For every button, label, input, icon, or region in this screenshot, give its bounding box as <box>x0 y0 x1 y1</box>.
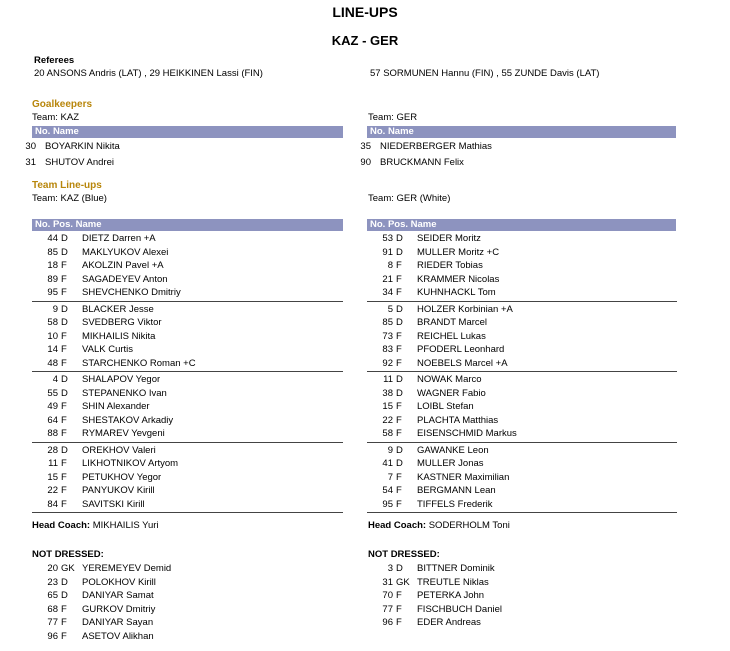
player-number: 89 <box>47 273 58 285</box>
goalkeeper-row <box>358 155 678 171</box>
player-row <box>32 616 343 630</box>
player-row <box>367 471 677 485</box>
player-name: MULLER Jonas <box>417 458 484 469</box>
referees-left: 20 ANSONS Andris (LAT) , 29 HEIKKINEN Lassi (FIN) <box>34 68 263 79</box>
player-position: F <box>396 428 402 439</box>
player-number: 65 <box>47 590 58 601</box>
player-row <box>32 357 343 371</box>
gk-header-left: No. Name <box>32 126 343 138</box>
player-name: SAGADEYEV Anton <box>82 273 168 285</box>
not-dressed-label-right: NOT DRESSED: <box>368 549 440 560</box>
player-name: REICHEL Lukas <box>417 330 486 342</box>
player-name: SHUTOV Andrei <box>45 157 114 168</box>
player-position: F <box>396 414 402 426</box>
player-row <box>32 400 343 414</box>
player-number: 85 <box>382 317 393 328</box>
coach-right-label: Head Coach: <box>368 520 427 531</box>
not-dressed-list-right <box>367 562 677 630</box>
match-title: KAZ - GER <box>331 33 399 48</box>
player-position: D <box>61 444 68 456</box>
player-row <box>32 259 343 273</box>
player-row <box>367 387 677 401</box>
player-row <box>32 273 343 287</box>
player-position: GK <box>396 576 410 588</box>
player-name: MAKLYUKOV Alexei <box>82 246 169 258</box>
player-position: F <box>396 485 402 496</box>
player-row <box>367 484 677 498</box>
player-position: D <box>396 444 403 456</box>
player-name: SHESTAKOV Arkadiy <box>82 414 174 426</box>
player-position: F <box>396 344 402 355</box>
player-number: 20 <box>47 563 58 574</box>
player-name: NIEDERBERGER Mathias <box>380 141 492 152</box>
player-name: NOEBELS Marcel +A <box>417 357 508 369</box>
player-number: 58 <box>382 428 393 439</box>
player-name: PLACHTA Matthias <box>417 414 499 426</box>
referees-right: 57 SORMUNEN Hannu (FIN) , 55 ZUNDE Davis (LAT) <box>370 68 600 79</box>
lineup-team-left-name: KAZ (Blue) <box>60 193 107 204</box>
player-row <box>367 457 677 471</box>
player-row <box>32 414 343 428</box>
player-row <box>32 246 343 260</box>
player-name: MULLER Moritz +C <box>417 246 500 258</box>
player-name: DIETZ Darren +A <box>82 233 156 244</box>
player-number: 88 <box>47 428 58 439</box>
player-position: F <box>61 401 67 412</box>
player-number: 34 <box>382 287 393 298</box>
player-name: PETUKHOV Yegor <box>82 471 162 483</box>
player-number: 21 <box>382 273 393 285</box>
player-position: F <box>61 287 67 298</box>
coach-right-name: SODERHOLM Toni <box>428 520 510 531</box>
player-position: F <box>61 458 67 469</box>
player-number: 85 <box>47 246 58 258</box>
player-number: 22 <box>382 414 393 426</box>
player-position: D <box>396 374 403 385</box>
player-row <box>32 286 343 300</box>
line-separator <box>32 301 343 302</box>
player-name: BLACKER Jesse <box>82 303 154 315</box>
player-number: 77 <box>47 617 58 628</box>
player-row <box>367 343 677 357</box>
player-number: 83 <box>382 344 393 355</box>
line-separator <box>367 371 677 372</box>
player-position: F <box>61 273 67 285</box>
gk-team-right <box>368 112 417 123</box>
player-row <box>32 576 343 590</box>
player-position: F <box>61 330 67 342</box>
player-position: D <box>396 317 403 328</box>
player-name: BRUCKMANN Felix <box>380 157 464 168</box>
player-row <box>367 616 677 630</box>
player-number: 44 <box>47 233 58 244</box>
player-name: BRANDT Marcel <box>417 317 488 328</box>
player-number: 54 <box>382 485 393 496</box>
player-number: 35 <box>360 141 371 152</box>
page-title: LINE-UPS <box>332 4 398 20</box>
player-position: F <box>396 471 402 483</box>
player-number: 8 <box>387 260 393 271</box>
lineup-team-left <box>32 193 107 204</box>
lineup-team-right <box>368 193 450 204</box>
player-number: 55 <box>47 387 58 399</box>
player-number: 23 <box>47 576 58 588</box>
player-name: KRAMMER Nicolas <box>417 273 500 285</box>
player-row <box>367 303 677 317</box>
lineup-team-left-label: Team: <box>32 193 58 204</box>
lineup-team-right-label: Team: <box>368 193 394 204</box>
player-position: F <box>61 471 67 483</box>
player-position: F <box>61 485 67 496</box>
player-name: PANYUKOV Kirill <box>82 485 155 496</box>
player-position: D <box>396 246 403 258</box>
player-name: SHEVCHENKO Dmitriy <box>82 287 181 298</box>
player-number: 49 <box>47 401 58 412</box>
player-number: 3 <box>387 563 393 574</box>
player-name: SAVITSKI Kirill <box>82 498 145 510</box>
player-position: F <box>396 357 402 369</box>
player-position: F <box>61 414 67 426</box>
gk-team-right-label: Team: <box>368 112 394 123</box>
player-number: 15 <box>382 401 393 412</box>
player-position: F <box>61 428 67 439</box>
player-position: F <box>61 603 67 615</box>
player-number: 7 <box>387 471 393 483</box>
player-name: DANIYAR Sayan <box>82 617 154 628</box>
line-separator <box>367 442 677 443</box>
player-name: AKOLZIN Pavel +A <box>82 260 164 271</box>
player-row <box>32 343 343 357</box>
player-number: 22 <box>47 485 58 496</box>
not-dressed-label-left: NOT DRESSED: <box>32 549 104 560</box>
player-position: F <box>61 498 67 510</box>
lineup-header-left: No. Pos. Name <box>32 219 343 231</box>
player-row <box>367 589 677 603</box>
not-dressed-list-left <box>32 562 343 643</box>
line-separator <box>367 512 677 513</box>
player-name: ASETOV Alikhan <box>82 630 154 642</box>
player-row <box>32 444 343 458</box>
player-name: SHIN Alexander <box>82 401 150 412</box>
player-row <box>32 330 343 344</box>
player-number: 15 <box>47 471 58 483</box>
player-position: D <box>396 233 403 244</box>
player-position: D <box>61 576 68 588</box>
lineup-list-left <box>32 232 343 514</box>
player-number: 70 <box>382 590 393 601</box>
player-position: D <box>396 303 403 315</box>
player-row <box>367 498 677 512</box>
player-row <box>32 427 343 441</box>
player-row <box>32 484 343 498</box>
player-number: 38 <box>382 387 393 399</box>
player-number: 92 <box>382 357 393 369</box>
player-number: 30 <box>25 141 36 152</box>
player-number: 90 <box>360 157 371 168</box>
player-name: PETERKA John <box>417 590 485 601</box>
player-row <box>32 498 343 512</box>
player-position: F <box>61 617 67 628</box>
player-number: 95 <box>382 498 393 510</box>
player-number: 73 <box>382 330 393 342</box>
player-name: SEIDER Moritz <box>417 233 481 244</box>
player-position: D <box>61 590 68 601</box>
player-row <box>367 357 677 371</box>
player-name: POLOKHOV Kirill <box>82 576 156 588</box>
player-position: F <box>396 287 402 298</box>
player-position: D <box>396 458 403 469</box>
player-position: F <box>396 603 402 615</box>
goalkeeper-row <box>358 139 678 155</box>
player-position: F <box>396 330 402 342</box>
goalkeeper-row <box>23 155 343 171</box>
player-row <box>367 246 677 260</box>
player-number: 11 <box>48 458 58 469</box>
player-name: HOLZER Korbinian +A <box>417 303 513 315</box>
player-name: SHALAPOV Yegor <box>82 374 161 385</box>
line-separator <box>367 301 677 302</box>
player-number: 84 <box>47 498 58 510</box>
player-name: FISCHBUCH Daniel <box>417 603 502 615</box>
player-name: WAGNER Fabio <box>417 387 486 399</box>
player-name: TREUTLE Niklas <box>417 576 489 588</box>
coach-left <box>32 520 159 531</box>
player-number: 31 <box>25 157 36 168</box>
player-position: F <box>396 498 402 510</box>
player-row <box>32 471 343 485</box>
line-separator <box>32 371 343 372</box>
player-name: LIKHOTNIKOV Artyom <box>82 458 179 469</box>
player-number: 58 <box>47 317 58 328</box>
player-number: 53 <box>382 233 393 244</box>
player-number: 68 <box>47 603 58 615</box>
player-name: RYMAREV Yevgeni <box>82 428 165 439</box>
player-row <box>367 444 677 458</box>
player-position: F <box>396 401 402 412</box>
coach-left-name: MIKHAILIS Yuri <box>92 520 159 531</box>
player-position: F <box>61 344 67 355</box>
player-row <box>32 373 343 387</box>
player-position: D <box>396 387 403 399</box>
goalkeepers-label: Goalkeepers <box>32 99 93 110</box>
player-position: D <box>61 246 68 258</box>
player-row <box>367 273 677 287</box>
gk-team-left <box>32 112 79 123</box>
player-number: 96 <box>382 617 393 628</box>
line-separator <box>32 512 343 513</box>
player-number: 77 <box>382 603 393 615</box>
player-row <box>32 387 343 401</box>
player-number: 91 <box>382 246 393 258</box>
player-position: F <box>396 590 402 601</box>
player-row <box>367 286 677 300</box>
player-name: GURKOV Dmitriy <box>82 603 156 615</box>
player-number: 95 <box>47 287 58 298</box>
player-row <box>367 259 677 273</box>
player-position: D <box>61 374 68 385</box>
player-name: GAWANKE Leon <box>417 444 489 456</box>
player-row <box>367 373 677 387</box>
player-row <box>32 457 343 471</box>
player-name: STEPANENKO Ivan <box>82 387 167 399</box>
player-row <box>367 232 677 246</box>
player-number: 4 <box>52 374 58 385</box>
player-row <box>32 562 343 576</box>
player-number: 9 <box>387 444 393 456</box>
gk-list-left <box>23 139 343 171</box>
player-number: 48 <box>47 357 58 369</box>
player-row <box>32 232 343 246</box>
player-row <box>32 316 343 330</box>
player-position: D <box>396 563 403 574</box>
player-name: YEREMEYEV Demid <box>82 563 172 574</box>
gk-team-left-name: KAZ <box>60 112 79 123</box>
player-name: BERGMANN Lean <box>417 485 496 496</box>
player-row <box>367 427 677 441</box>
player-name: EDER Andreas <box>417 617 481 628</box>
player-row <box>367 414 677 428</box>
player-number: 96 <box>47 630 58 642</box>
player-position: D <box>61 317 68 328</box>
player-number: 28 <box>47 444 58 456</box>
player-number: 64 <box>47 414 58 426</box>
coach-right <box>368 520 510 531</box>
player-number: 10 <box>47 330 58 342</box>
player-name: KUHNHACKL Tom <box>417 287 496 298</box>
player-number: 14 <box>47 344 58 355</box>
player-position: F <box>61 260 67 271</box>
referees-label: Referees <box>34 55 75 66</box>
player-row <box>367 603 677 617</box>
player-row <box>367 562 677 576</box>
player-position: F <box>61 357 67 369</box>
player-position: GK <box>61 563 75 574</box>
coach-left-label: Head Coach: <box>32 520 91 531</box>
lineup-team-right-name: GER (White) <box>396 193 451 204</box>
player-row <box>367 316 677 330</box>
player-number: 31 <box>382 576 393 588</box>
player-name: RIEDER Tobias <box>417 260 483 271</box>
player-name: BITTNER Dominik <box>417 563 495 574</box>
player-row <box>367 330 677 344</box>
player-position: D <box>61 233 68 244</box>
lineups-label: Team Line-ups <box>32 180 102 191</box>
line-separator <box>32 442 343 443</box>
player-number: 18 <box>47 260 58 271</box>
gk-team-left-label: Team: <box>32 112 58 123</box>
lineup-header-right: No. Pos. Name <box>367 219 676 231</box>
player-row <box>367 576 677 590</box>
player-name: SVEDBERG Viktor <box>82 317 162 328</box>
player-name: KASTNER Maximilian <box>417 471 510 483</box>
player-position: D <box>61 387 68 399</box>
player-name: BOYARKIN Nikita <box>45 141 120 152</box>
player-row <box>32 603 343 617</box>
player-position: F <box>61 630 67 642</box>
gk-list-right <box>358 139 678 171</box>
player-number: 41 <box>382 458 393 469</box>
player-number: 5 <box>387 303 393 315</box>
player-position: F <box>396 617 402 628</box>
player-number: 11 <box>383 374 393 385</box>
player-name: DANIYAR Samat <box>82 590 154 601</box>
player-name: EISENSCHMID Markus <box>417 428 517 439</box>
player-name: MIKHAILIS Nikita <box>82 330 156 342</box>
player-name: PFODERL Leonhard <box>417 344 505 355</box>
player-number: 9 <box>52 303 58 315</box>
player-row <box>32 303 343 317</box>
lineup-list-right <box>367 232 677 514</box>
player-row <box>32 589 343 603</box>
player-position: F <box>396 273 402 285</box>
player-name: NOWAK Marco <box>417 374 482 385</box>
player-position: D <box>61 303 68 315</box>
goalkeeper-row <box>23 139 343 155</box>
player-name: TIFFELS Frederik <box>417 498 493 510</box>
player-name: OREKHOV Valeri <box>82 444 156 456</box>
gk-team-right-name: GER <box>396 112 418 123</box>
player-row <box>367 400 677 414</box>
player-row <box>32 630 343 644</box>
gk-header-right: No. Name <box>367 126 676 138</box>
player-name: VALK Curtis <box>82 344 134 355</box>
player-name: LOIBL Stefan <box>417 401 474 412</box>
player-position: F <box>396 260 402 271</box>
player-name: STARCHENKO Roman +C <box>82 357 196 369</box>
